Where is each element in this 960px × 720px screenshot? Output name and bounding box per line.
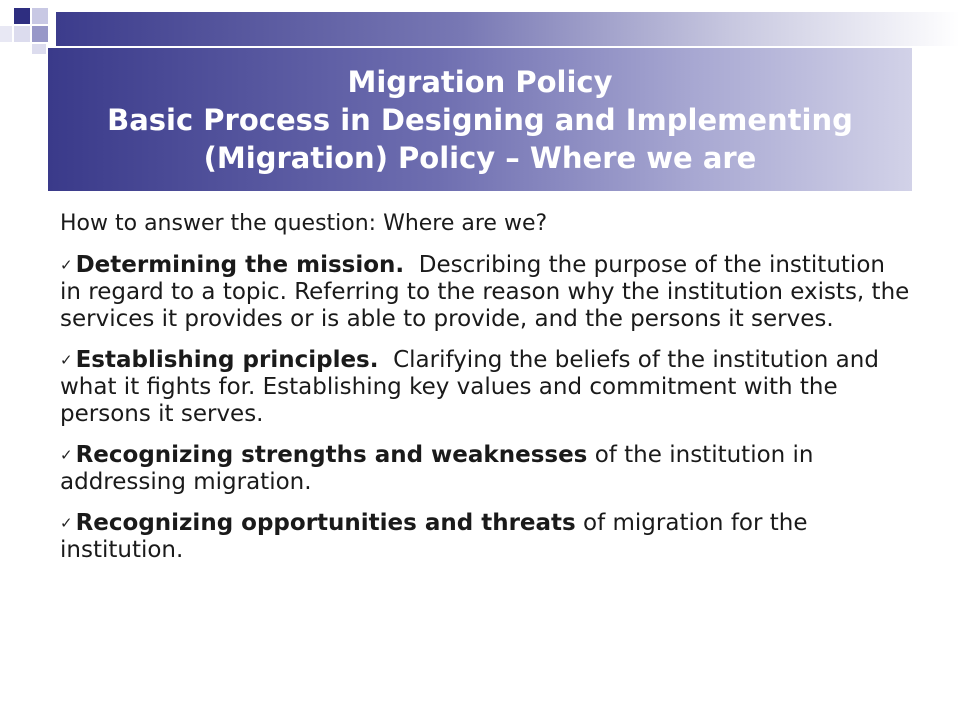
bullet-bold-text: Determining the mission. (75, 252, 405, 278)
bullet-text: Describing the purpose of the institution in regard to a topic. Referring to the reason why the institution exists, the services it provides or is able to provide, and the persons it serves. (60, 252, 910, 332)
checkmark-icon: ✓ (60, 514, 73, 532)
intro-text: How to answer the question: Where are we? (60, 211, 548, 236)
bullet-text: of the institution in addressing migration. (60, 442, 814, 495)
decor-square-2 (32, 8, 48, 24)
title-line-2: Basic Process in Designing and Implementing (107, 102, 853, 137)
decor-square-6 (32, 44, 46, 54)
slide-title (48, 48, 912, 191)
checkmark-icon: ✓ (60, 351, 73, 369)
slide-body (60, 210, 910, 578)
checkmark-icon: ✓ (60, 446, 73, 464)
decor-square-5 (0, 26, 12, 42)
title-line-1: Migration Policy (347, 64, 613, 99)
bullet-item (60, 510, 910, 564)
decor-square-1 (14, 8, 30, 24)
bullet-bold-text: Establishing principles. (75, 347, 379, 373)
bullet-bold-text: Recognizing strengths and weaknesses (75, 442, 588, 468)
bullet-bold-text: Recognizing opportunities and threats (75, 510, 576, 536)
checkmark-icon: ✓ (60, 256, 73, 274)
bullet-item (60, 442, 910, 496)
title-line-3: (Migration) Policy – Where we are (203, 140, 757, 175)
decor-square-3 (32, 26, 48, 42)
bullet-text: Clarifying the beliefs of the institution and what it fights for. Establishing key values and commitment with the persons it serves. (60, 347, 879, 427)
top-gradient-bar (56, 12, 960, 46)
bullet-item (60, 347, 910, 428)
decor-square-4 (14, 26, 30, 42)
bullet-item (60, 252, 910, 333)
bullet-text: of migration for the institution. (60, 510, 808, 563)
